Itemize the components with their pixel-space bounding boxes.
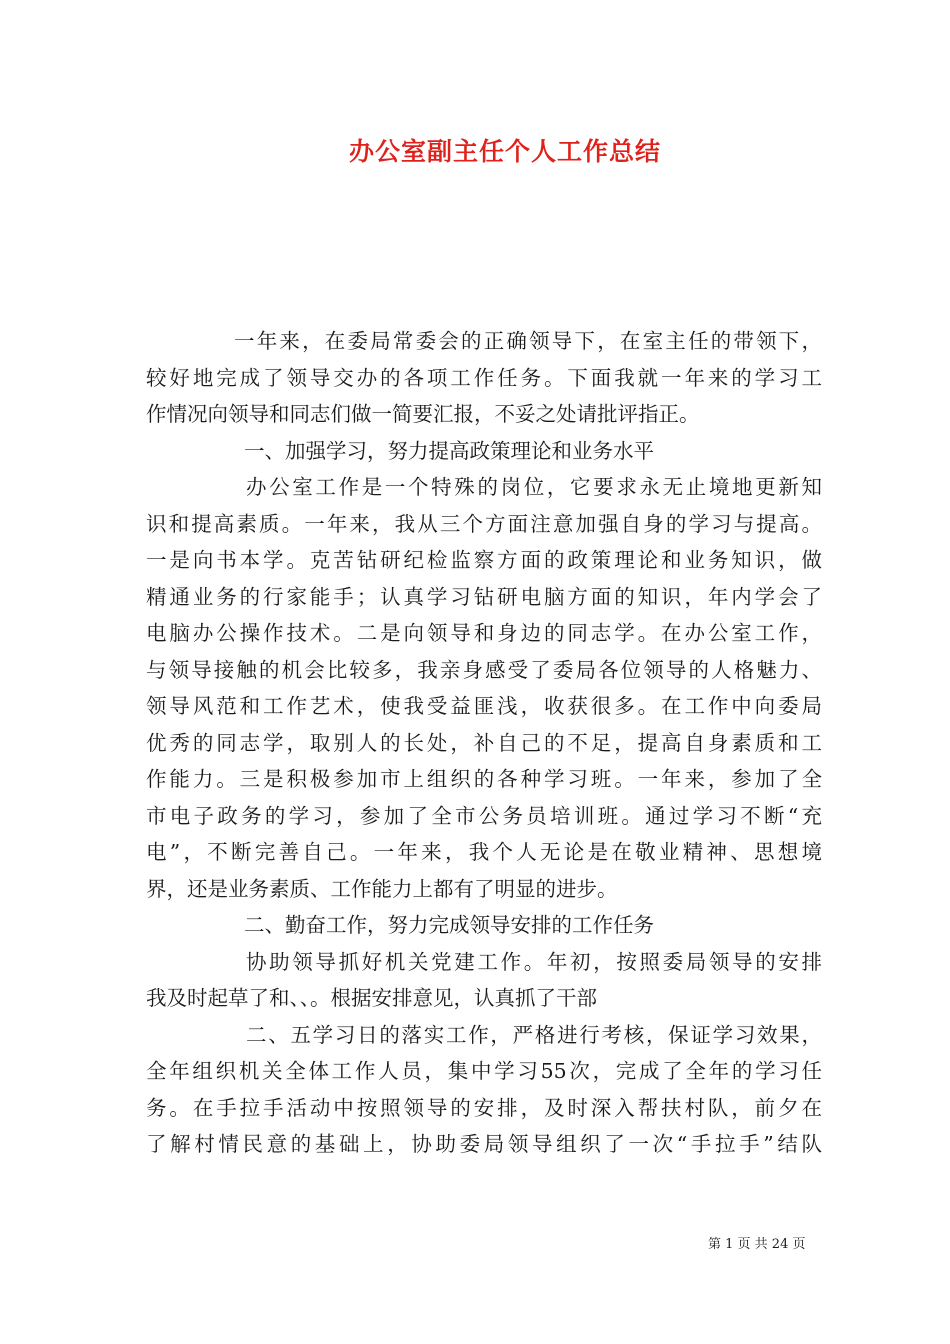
paragraph-line: 一年来，在委局常委会的正确领导下，在室主任的带领下， bbox=[234, 329, 822, 353]
paragraph-line: 作能力。三是积极参加市上组织的各种学习班。一年来，参加了全 bbox=[146, 767, 822, 791]
section-heading: 二、勤奋工作，努力完成领导安排的工作任务 bbox=[244, 913, 654, 937]
paragraph-line: 办公室工作是一个特殊的岗位，它要求永无止境地更新知 bbox=[246, 475, 822, 499]
paragraph-line: 精通业务的行家能手；认真学习钻研电脑方面的知识，年内学会了 bbox=[146, 584, 822, 609]
paragraph-line: 识和提高素质。一年来，我从三个方面注意加强自身的学习与提高。 bbox=[146, 511, 822, 536]
paragraph-line: 电”，不断完善自己。一年来，我个人无论是在敬业精神、思想境 bbox=[146, 840, 822, 864]
paragraph-line: 领导风范和工作艺术，使我受益匪浅，收获很多。在工作中向委局 bbox=[146, 694, 822, 718]
paragraph-line: 作情况向领导和同志们做一简要汇报，不妥之处请批评指正。 bbox=[146, 402, 700, 426]
paragraph-line: 优秀的同志学，取别人的长处，补自己的不足，提高自身素质和工 bbox=[146, 730, 822, 755]
paragraph-line: 与领导接触的机会比较多，我亲身感受了委局各位领导的人格魅力、 bbox=[146, 657, 822, 682]
paragraph-line: 了解村情民意的基础上，协助委局领导组织了一次“手拉手”结队 bbox=[146, 1132, 822, 1156]
paragraph-line: 协助领导抓好机关党建工作。年初，按照委局领导的安排 bbox=[246, 949, 822, 974]
paragraph-line: 二、五学习日的落实工作，严格进行考核，保证学习效果， bbox=[246, 1022, 822, 1047]
paragraph-line: 全年组织机关全体工作人员，集中学习55次，完成了全年的学习任 bbox=[146, 1059, 822, 1083]
document-title: 办公室副主任个人工作总结 bbox=[348, 137, 661, 166]
paragraph-line: 我及时起草了和、、。根据安排意见，认真抓了干部 bbox=[146, 986, 597, 1010]
section-heading: 一、加强学习，努力提高政策理论和业务水平 bbox=[244, 438, 654, 463]
page-number: 第 1 页 共 24 页 bbox=[708, 1237, 806, 1252]
paragraph-line: 市电子政务的学习，参加了全市公务员培训班。通过学习不断“充 bbox=[146, 803, 822, 828]
paragraph-line: 较好地完成了领导交办的各项工作任务。下面我就一年来的学习工 bbox=[146, 365, 822, 390]
document-body bbox=[146, 323, 822, 1163]
paragraph-line: 界，还是业务素质、工作能力上都有了明显的进步。 bbox=[146, 876, 618, 901]
paragraph-line: 务。在手拉手活动中按照领导的安排，及时深入帮扶村队，前夕在 bbox=[146, 1095, 822, 1120]
paragraph-line: 电脑办公操作技术。二是向领导和身边的同志学。在办公室工作， bbox=[146, 621, 822, 645]
paragraph-line: 一是向书本学。克苦钻研纪检监察方面的政策理论和业务知识，做 bbox=[146, 548, 822, 572]
